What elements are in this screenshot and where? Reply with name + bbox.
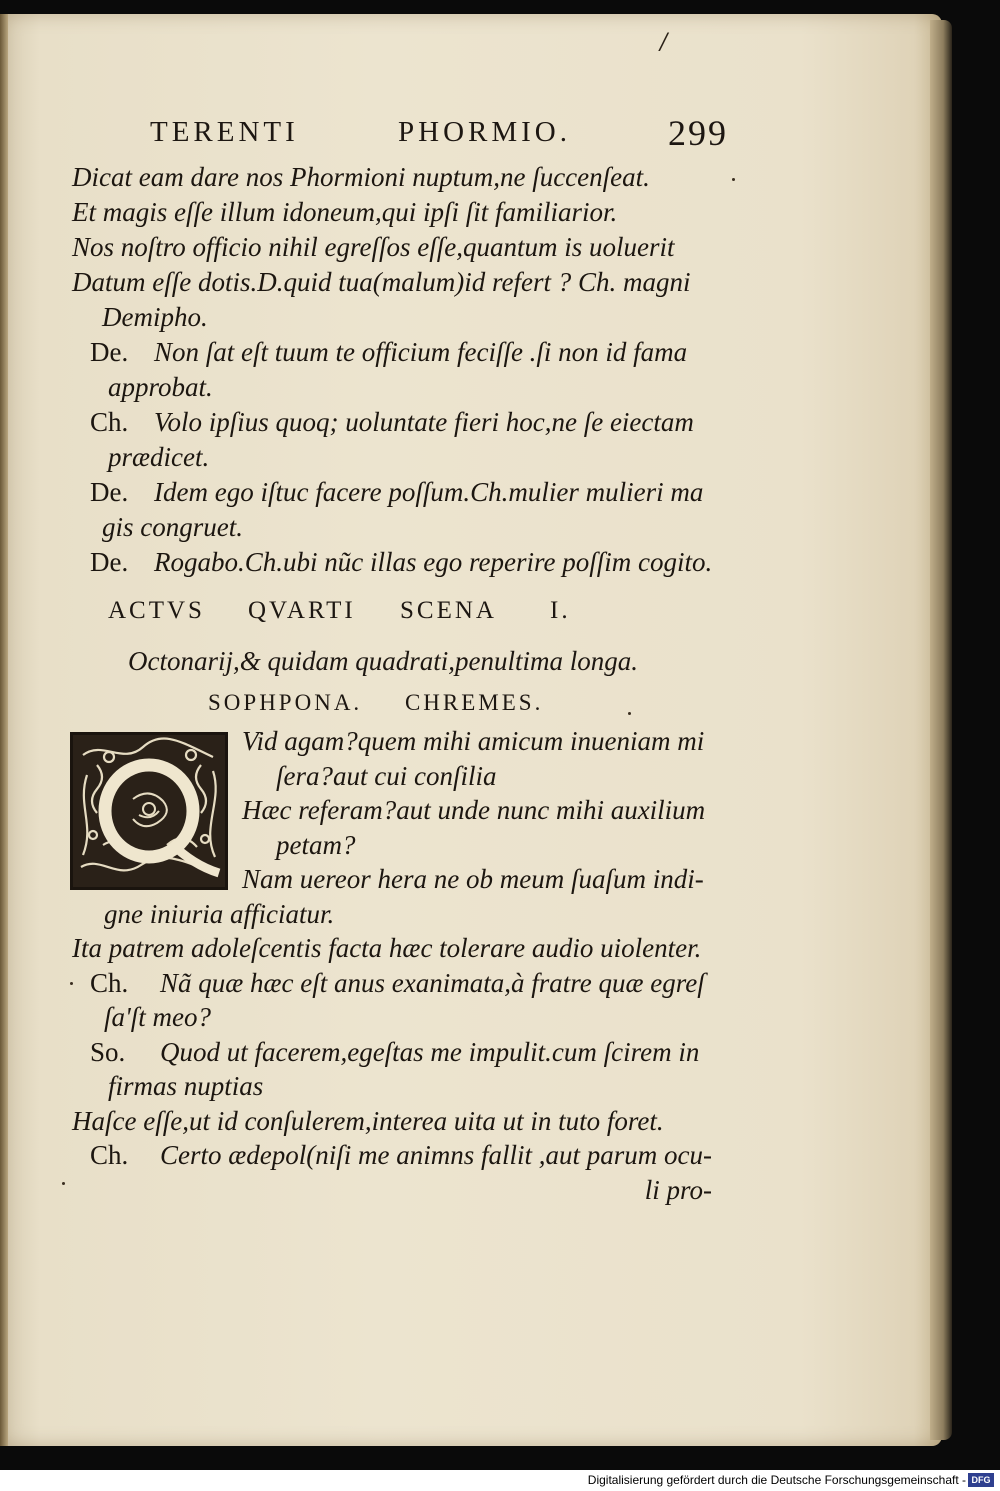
text-line: Et magis eſſe illum idoneum,qui ipſi ſit familiarior.	[72, 197, 618, 227]
speaker-label: De.	[90, 547, 129, 577]
text-line: De. Idem ego iſtuc facere poſſum.Ch.mulier mulieri ma	[72, 475, 732, 510]
speaker-label: De.	[90, 477, 129, 507]
text-line: approbat.	[108, 372, 213, 402]
running-header	[150, 113, 740, 156]
verse-line: ſa'ſt meo?	[104, 1002, 212, 1032]
text-line: gis congruet.	[102, 512, 243, 542]
act-heading: ACTVS QVARTI SCENA I.	[108, 597, 571, 624]
text-line: Nos noſtro officio nihil egreſſos eſſe,quantum is uoluerit	[72, 232, 675, 262]
speaker-label: So.	[90, 1036, 126, 1067]
speaker-label: Ch.	[90, 1140, 129, 1170]
verse-line: firmas nuptias	[108, 1071, 264, 1101]
dramatis-personae	[208, 690, 577, 716]
footer-bar	[0, 1470, 1000, 1491]
scene-verse-block	[72, 724, 732, 1207]
verse-line: So. Quod ut facerem,egeſtas me impulit.cum ſcirem in	[72, 1035, 732, 1070]
corner-mark: /	[660, 30, 668, 55]
footer-credit: Digitalisierung gefördert durch die Deutsche Forschungsgemeinschaft -	[587, 1473, 966, 1487]
verse-line: Nam uereor hera ne ob meum ſuaſum indi-	[242, 864, 704, 894]
page-number: 299	[668, 113, 728, 153]
verse-line: Ita patrem adoleſcentis facta hæc tolerare audio uiolenter.	[72, 933, 702, 963]
speaker-label: De.	[90, 337, 129, 367]
verse-line: ſera?aut cui conſilia	[276, 760, 497, 791]
verse-line: li pro-	[644, 1174, 712, 1205]
person-name: CHREMES.	[404, 690, 544, 715]
verse-line: petam?	[276, 829, 356, 860]
verse-line: Haſce eſſe,ut id conſulerem,interea uita ut in tuto foret.	[72, 1105, 664, 1136]
paper-speck	[70, 982, 73, 985]
speaker-label: Ch.	[90, 407, 129, 437]
header-author: TERENTI	[150, 116, 299, 148]
header-title: PHORMIO.	[398, 116, 571, 148]
text-line: De. Rogabo.Ch.ubi nũc illas ego reperire poſſim cogito.	[72, 545, 732, 580]
paper-speck	[732, 178, 735, 181]
text-line: De. Non ſat eſt tuum te officium feciſſe .ſi non id fama	[72, 335, 732, 370]
speaker-label: Ch.	[90, 967, 129, 998]
text-line: Dicat eam dare nos Phormioni nuptum,ne ſuccenſeat.	[72, 162, 650, 192]
text-line: prædicet.	[108, 442, 210, 472]
dfg-logo: DFG	[968, 1473, 994, 1487]
text-line: Datum eſſe dotis.D.quid tua(malum)id refert ? Ch. magni	[72, 267, 691, 297]
verse-line: gne iniuria afficiatur.	[104, 898, 335, 929]
verse-line: Ch. Nã quæ hæc eſt anus exanimata,à fratre quæ egreſ	[72, 966, 732, 1001]
meter-note: Octonarij,& quidam quadrati,penultima longa.	[128, 646, 638, 676]
verse-line: Vid agam?quem mihi amicum inueniam mi	[242, 726, 705, 756]
verse-line: Ch. Certo ædepol(niſi me animns fallit ,aut parum ocu-	[72, 1138, 732, 1173]
text-line: Demipho.	[102, 302, 208, 332]
text-line: Ch. Volo ipſius quoq; uoluntate fieri hoc,ne ſe eiectam	[72, 405, 732, 440]
paper-speck	[628, 712, 631, 715]
dialogue-block	[72, 160, 732, 580]
verse-line: Hæc referam?aut unde nunc mihi auxilium	[242, 795, 706, 825]
person-name: SOPHPONA.	[208, 690, 363, 715]
page-edge	[930, 20, 952, 1440]
paper-speck	[62, 1182, 65, 1185]
page-binding	[0, 14, 8, 1446]
